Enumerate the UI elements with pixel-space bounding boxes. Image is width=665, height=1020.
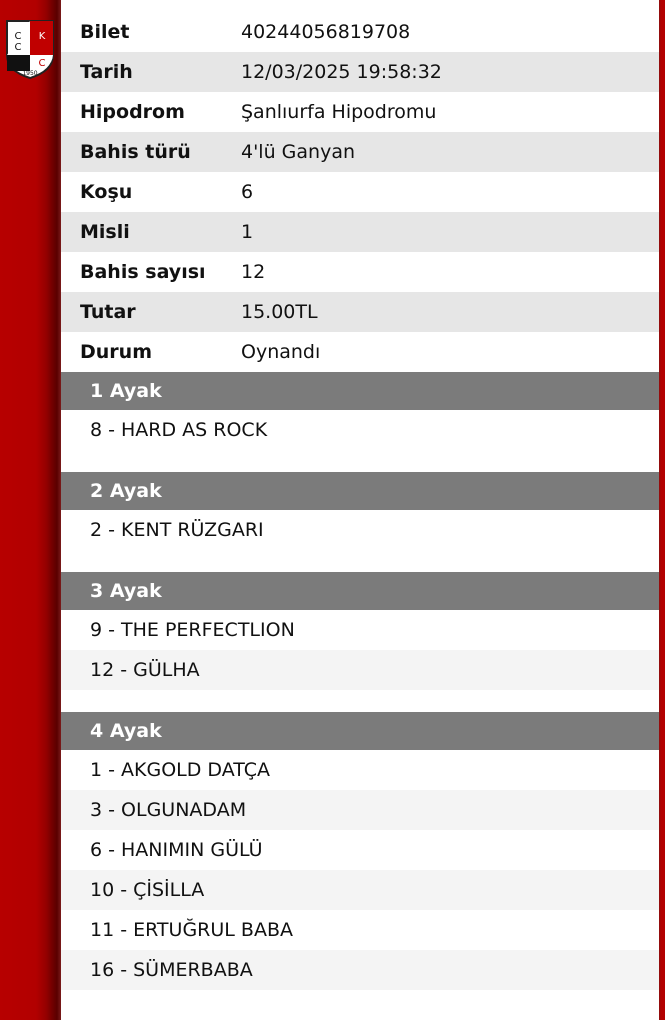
club-logo-icon[interactable] [5,19,55,80]
horse-row: 9 - THE PERFECTLION [90,619,295,641]
info-value: 4'lü Ganyan [241,141,356,163]
left-sidebar [0,0,61,1020]
info-value: 15.00TL [241,301,318,323]
info-row [61,12,659,52]
legs-list [61,372,659,1012]
info-row [61,172,659,212]
info-value: Şanlıurfa Hipodromu [241,101,437,123]
ticket-content [61,12,659,1012]
info-label: Bilet [80,21,130,43]
right-edge-bar [659,0,665,1020]
horse-row: 10 - ÇİSİLLA [61,870,659,910]
info-row [61,132,659,172]
horse-row: 11 - ERTUĞRUL BABA [90,919,293,941]
info-label: Misli [80,221,130,243]
info-row [61,252,659,292]
leg-header: 2 Ayak [61,472,659,510]
info-row [61,92,659,132]
info-row [61,332,659,372]
horse-row: 8 - HARD AS ROCK [90,419,268,441]
leg-spacer [61,990,659,1012]
horse-row: 3 - OLGUNADAM [61,790,659,830]
horse-row: 6 - HANIMIN GÜLÜ [90,839,263,861]
info-value: 6 [241,181,254,203]
horse-row: 1 - AKGOLD DATÇA [90,759,270,781]
leg-header: 3 Ayak [61,572,659,610]
info-row [61,52,659,92]
info-label: Bahis türü [80,141,191,163]
svg-text:C: C [14,42,22,53]
info-label: Koşu [80,181,133,203]
info-row [61,292,659,332]
horse-row: 16 - SÜMERBABA [61,950,659,990]
svg-text:C: C [14,31,22,42]
leg-spacer [61,450,659,472]
info-value: 12/03/2025 19:58:32 [241,61,442,83]
info-label: Tarih [80,61,133,83]
ticket-info-table [61,12,659,372]
leg-spacer [61,550,659,572]
info-label: Hipodrom [80,101,185,123]
svg-text:1950: 1950 [22,70,38,77]
horse-row: 12 - GÜLHA [61,650,659,690]
info-row [61,212,659,252]
info-value: 40244056819708 [241,21,411,43]
info-label: Tutar [80,301,136,323]
info-value: 1 [241,221,254,243]
info-label: Bahis sayısı [80,261,206,283]
leg-header: 4 Ayak [61,712,659,750]
info-label: Durum [80,341,152,363]
info-value: 12 [241,261,266,283]
svg-text:C: C [38,58,46,69]
leg-spacer [61,690,659,712]
leg-header: 1 Ayak [61,372,659,410]
horse-row: 2 - KENT RÜZGARI [90,519,264,541]
info-value: Oynandı [241,341,321,363]
svg-text:K: K [38,31,46,42]
